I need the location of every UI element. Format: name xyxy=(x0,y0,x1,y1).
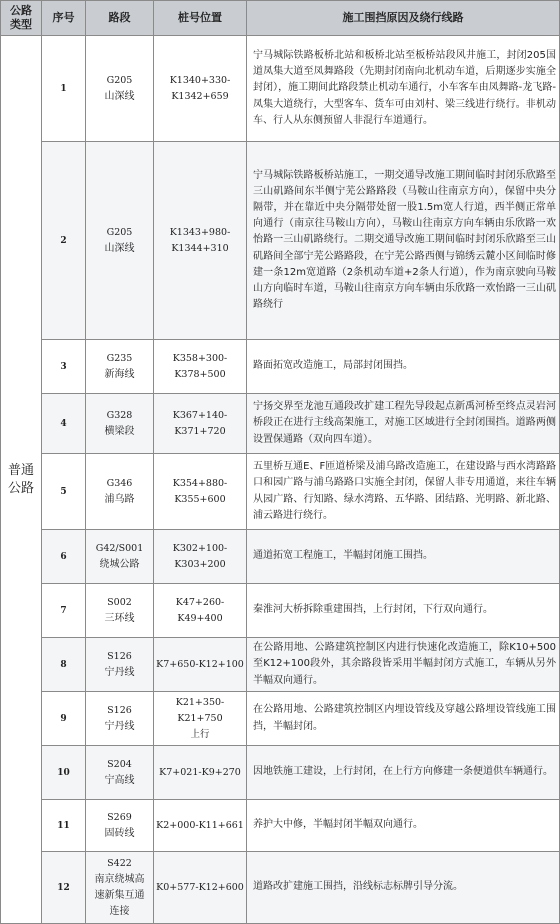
road-code: S002 xyxy=(107,596,132,608)
position-line: K371+720 xyxy=(174,425,226,437)
position-line: K1342+659 xyxy=(171,90,229,102)
stake-position xyxy=(154,36,247,142)
position-line: K367+140- xyxy=(172,409,228,421)
row-index: 4 xyxy=(42,394,86,454)
table-row xyxy=(1,454,560,530)
road-code: S422 xyxy=(107,857,132,869)
row-index: 1 xyxy=(42,36,86,142)
position-line: K21+350-K21+750 xyxy=(175,696,225,724)
road-code: G346 xyxy=(106,477,133,489)
road-section xyxy=(86,638,154,692)
table-row xyxy=(1,852,560,924)
position-line: K2+000-K11+661 xyxy=(156,819,244,831)
road-section xyxy=(86,454,154,530)
position-line: K302+100- xyxy=(172,542,228,554)
position-line: K47+260- xyxy=(175,596,225,608)
closure-description: 通道拓宽工程施工，半幅封闭施工围挡。 xyxy=(247,530,560,584)
closure-description: 五里桥互通E、F匝道桥梁及浦乌路改造施工，在建设路与西水湾路路口和园广路与浦乌路路口实施全封闭，保留人非专用通道，来往车辆从园广路、行知路、绿水湾路、五华路、团结路、光明路、新北路、浦云路进行绕行。 xyxy=(247,454,560,530)
row-index: 2 xyxy=(42,142,86,340)
road-name: 宁高线 xyxy=(104,774,135,786)
stake-position xyxy=(154,852,247,924)
row-index: 5 xyxy=(42,454,86,530)
closure-description: 在公路用地、公路建筑控制区内埋设管线及穿越公路埋设管线施工围挡，半幅封闭。 xyxy=(247,692,560,746)
road-category: 普通公路 xyxy=(1,36,42,924)
road-name: 横梁段 xyxy=(104,425,135,437)
road-code: S126 xyxy=(107,704,132,716)
stake-position xyxy=(154,530,247,584)
stake-position xyxy=(154,638,247,692)
road-code: G42/S001 xyxy=(95,542,144,554)
row-index: 11 xyxy=(42,800,86,852)
position-line: K378+500 xyxy=(174,368,226,380)
position-line: K355+600 xyxy=(174,493,226,505)
stake-position xyxy=(154,394,247,454)
road-code: S204 xyxy=(107,758,132,770)
row-index: 7 xyxy=(42,584,86,638)
closure-description: 养护大中修，半幅封闭半幅双向通行。 xyxy=(247,800,560,852)
position-line: K49+400 xyxy=(177,612,223,624)
road-name: 三环线 xyxy=(104,612,135,624)
table-header-row xyxy=(1,1,560,36)
road-code: S126 xyxy=(107,650,132,662)
road-section xyxy=(86,142,154,340)
table-row xyxy=(1,692,560,746)
table-row xyxy=(1,638,560,692)
road-name: 山深线 xyxy=(104,242,135,254)
road-section xyxy=(86,852,154,924)
road-name: 固砖线 xyxy=(104,827,135,839)
closure-description: 秦淮河大桥拆除重建围挡，上行封闭，下行双向通行。 xyxy=(247,584,560,638)
position-line: K1344+310 xyxy=(171,242,229,254)
road-code: G205 xyxy=(106,226,133,238)
stake-position xyxy=(154,692,247,746)
closure-description: 宁扬交界至龙池互通段改扩建工程先导段起点新禹河桥至终点灵岩河桥段正在进行主线高架施工，对施工区域进行全封闭围挡。道路两侧设置保通路（双向四车道）。 xyxy=(247,394,560,454)
road-section xyxy=(86,530,154,584)
header-road-section: 路段 xyxy=(86,1,154,36)
stake-position xyxy=(154,142,247,340)
closure-description: 在公路用地、公路建筑控制区内进行快速化改造施工，除K10+500至K12+100段外，其余路段皆采用半幅封闭方式施工，车辆从另外半幅双向通行。 xyxy=(247,638,560,692)
road-section xyxy=(86,692,154,746)
road-name: 新海线 xyxy=(104,368,135,380)
header-index: 序号 xyxy=(42,1,86,36)
closure-description: 道路改扩建施工围挡，沿线标志标牌引导分流。 xyxy=(247,852,560,924)
position-line: K7+021-K9+270 xyxy=(159,766,241,778)
header-reason: 施工围挡原因及绕行线路 xyxy=(247,1,560,36)
table-row xyxy=(1,142,560,340)
table-row xyxy=(1,584,560,638)
stake-position xyxy=(154,800,247,852)
stake-position xyxy=(154,746,247,800)
closure-description: 宁马城际铁路板桥北站和板桥北站至板桥站段风井施工，封闭205国道凤集大道至凤舞路段（先期封闭南向北机动车道，后期逐步实施全封闭），施工期间此路段禁止机动车通行，小车客车由凤舞路-龙飞路-凤集大道绕行，大型客车、货车可由刘村、梁三线进行绕行。非机动车、行人从东侧预留人非混行车道通行。 xyxy=(247,36,560,142)
road-section xyxy=(86,800,154,852)
road-code: G205 xyxy=(106,74,133,86)
position-line: K0+577-K12+600 xyxy=(156,881,244,893)
closure-description: 路面拓宽改造施工，局部封闭围挡。 xyxy=(247,340,560,394)
position-line: K303+200 xyxy=(174,558,226,570)
road-name: 南京绕城高速新集互通连接 xyxy=(94,873,145,917)
row-index: 3 xyxy=(42,340,86,394)
position-line: K354+880- xyxy=(172,477,228,489)
row-index: 8 xyxy=(42,638,86,692)
road-name: 宁丹线 xyxy=(104,666,135,678)
position-line: K7+650-K12+100 xyxy=(156,658,244,670)
road-name: 山深线 xyxy=(104,90,135,102)
stake-position xyxy=(154,454,247,530)
row-index: 10 xyxy=(42,746,86,800)
stake-position xyxy=(154,340,247,394)
row-index: 12 xyxy=(42,852,86,924)
road-section xyxy=(86,36,154,142)
closure-description: 因地铁施工建设，上行封闭，在上行方向修建一条便道供车辆通行。 xyxy=(247,746,560,800)
road-name: 浦乌路 xyxy=(104,493,135,505)
table-row xyxy=(1,340,560,394)
table-row xyxy=(1,800,560,852)
table-row xyxy=(1,394,560,454)
table-row xyxy=(1,530,560,584)
closure-description: 宁马城际铁路板桥站施工，一期交通导改施工期间临时封闭乐欣路至三山矶路间东半侧宁芜公路路段（马鞍山往南京方向），保留中央分隔带，并在靠近中央分隔带处留一股1.5m宽人行道，西半侧正常单向通行（南京往马鞍山方向），马鞍山往南京方向车辆由乐欣路一欢怡路一三山矶路绕行。二期交通导改施工期间临时封闭乐欣路至三山矶路间全部宁芜公路路段，在宁芜公路西侧与锦绣云麓小区间临时修建一条12m宽道路（2条机动车道+2条人行道），作为南京驶向马鞍山方向临时车道，马鞍山往南京方向车辆由乐欣路一欢怡路一三山矶路绕行 xyxy=(247,142,560,340)
position-line: K358+300- xyxy=(172,352,228,364)
row-index: 6 xyxy=(42,530,86,584)
road-code: S269 xyxy=(107,811,132,823)
stake-position xyxy=(154,584,247,638)
road-section xyxy=(86,394,154,454)
road-section xyxy=(86,340,154,394)
road-code: G328 xyxy=(106,409,133,421)
road-section xyxy=(86,584,154,638)
road-name: 绕城公路 xyxy=(99,558,140,570)
road-section xyxy=(86,746,154,800)
position-line: K1340+330- xyxy=(169,74,231,86)
row-index: 9 xyxy=(42,692,86,746)
position-line: 上行 xyxy=(190,728,210,740)
road-name: 宁丹线 xyxy=(104,720,135,732)
header-position: 桩号位置 xyxy=(154,1,247,36)
table-row xyxy=(1,746,560,800)
position-line: K1343+980- xyxy=(169,226,231,238)
table-row xyxy=(1,36,560,142)
road-code: G235 xyxy=(106,352,133,364)
header-road-type: 公路类型 xyxy=(1,1,42,36)
